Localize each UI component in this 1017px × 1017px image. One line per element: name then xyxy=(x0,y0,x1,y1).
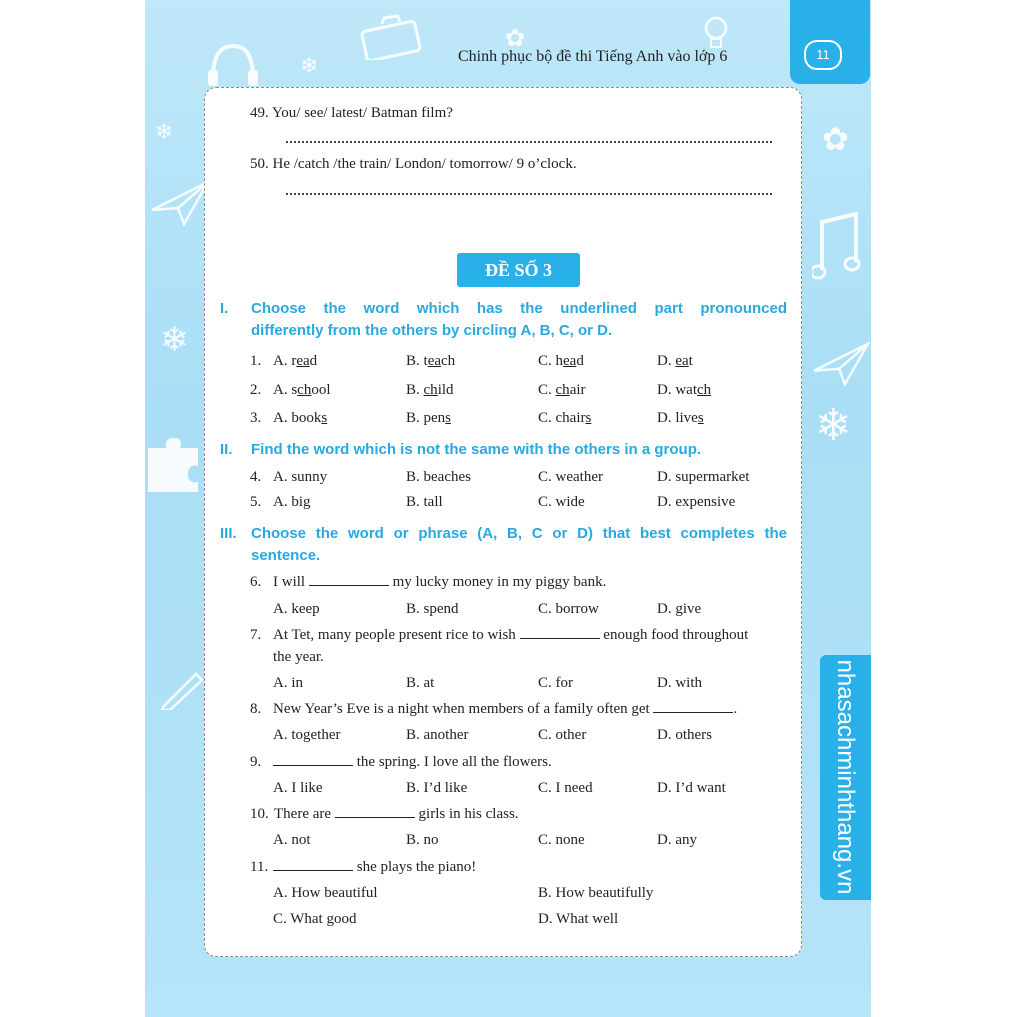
option-c: C. for xyxy=(538,675,573,691)
option-b: B. beaches xyxy=(406,469,471,485)
section-heading: Choose the word or phrase (A, B, C or D) that best completes the xyxy=(251,525,787,542)
option-c: C. What good xyxy=(273,911,357,927)
section-heading: Find the word which is not the same with the others in a group. xyxy=(251,441,702,458)
section-heading: Choose the word which has the underlined part pronounced xyxy=(251,300,787,317)
section-heading-cont: differently from the others by circling A, B, C, or D. xyxy=(251,322,613,339)
option-a: A. big xyxy=(273,494,311,510)
question-number: 6. xyxy=(250,574,262,590)
option-b: B. How beautifully xyxy=(538,885,654,901)
answer-dotted-line xyxy=(286,192,772,195)
option-d: D. with xyxy=(657,675,702,691)
option-c: C. chairs xyxy=(538,410,592,426)
option-c: C. weather xyxy=(538,469,603,485)
option-d: D. What well xyxy=(538,911,619,927)
pencil-icon xyxy=(160,670,204,710)
question-number: 8. xyxy=(250,701,262,717)
option-a: A. sunny xyxy=(273,469,328,485)
option-d: D. supermarket xyxy=(657,469,750,485)
answer-dotted-line xyxy=(286,140,772,143)
option-c: C. other xyxy=(538,727,587,743)
option-c: C. chair xyxy=(538,382,586,398)
question-number: 10. xyxy=(250,806,269,822)
option-a: A. in xyxy=(273,675,303,691)
option-d: D. eat xyxy=(657,353,693,369)
question-number: 3. xyxy=(250,410,262,426)
question-number: 4. xyxy=(250,469,262,485)
page-number: 11 xyxy=(804,40,842,70)
leaf-icon: ✿ xyxy=(822,120,849,158)
item-number: 49. xyxy=(250,105,269,121)
option-d: D. give xyxy=(657,601,702,617)
option-b: B. I’d like xyxy=(406,780,468,796)
option-b: B. no xyxy=(406,832,439,848)
option-d: D. lives xyxy=(657,410,704,426)
option-a: A. together xyxy=(273,727,341,743)
option-c: C. head xyxy=(538,353,584,369)
section-heading-cont: sentence. xyxy=(251,547,321,564)
item-49 xyxy=(250,104,453,122)
item-text: He /catch /the train/ London/ tomorrow/ 9 o’clock. xyxy=(272,156,577,172)
question-stem: she plays the piano! xyxy=(273,858,476,876)
option-b: B. teach xyxy=(406,353,456,369)
briefcase-icon xyxy=(360,14,422,60)
item-number: 50. xyxy=(250,156,269,172)
option-b: B. tall xyxy=(406,494,443,510)
option-d: D. others xyxy=(657,727,712,743)
lightbulb-icon xyxy=(700,12,732,52)
headphones-icon xyxy=(205,38,261,88)
option-d: D. I’d want xyxy=(657,780,726,796)
option-c: C. I need xyxy=(538,780,593,796)
leaf-icon: ✿ xyxy=(505,24,526,52)
content-card xyxy=(204,87,802,957)
question-stem: There are girls in his class. xyxy=(274,806,519,822)
option-d: D. any xyxy=(657,832,697,848)
publisher-label: nhasachminhthang.vn xyxy=(832,659,859,895)
option-b: B. another xyxy=(406,727,469,743)
question-number: 7. xyxy=(250,627,262,643)
section-roman: III. xyxy=(220,525,237,542)
question-stem-cont: the year. xyxy=(273,649,324,665)
option-b: B. pens xyxy=(406,410,452,426)
option-c: C. borrow xyxy=(538,601,599,617)
section-roman: I. xyxy=(220,300,229,317)
snowflake-icon: ❄ xyxy=(160,320,189,360)
question-stem: I will my lucky money in my piggy bank. xyxy=(273,574,607,590)
option-d: D. watch xyxy=(657,382,712,398)
snowflake-icon: ❄ xyxy=(155,120,174,145)
running-header-title: Chinh phục bộ đề thi Tiếng Anh vào lớp 6 xyxy=(458,48,728,65)
option-a: A. I like xyxy=(273,780,323,796)
option-b: B. spend xyxy=(406,601,459,617)
question-number: 11. xyxy=(250,859,269,875)
option-c: C. none xyxy=(538,832,585,848)
option-a: A. school xyxy=(273,382,331,398)
snowflake-icon: ❄ xyxy=(300,54,319,79)
question-stem: New Year’s Eve is a night when members of a family often get . xyxy=(273,701,738,717)
paper-plane-icon xyxy=(812,340,870,388)
item-50 xyxy=(250,155,577,173)
option-d: D. expensive xyxy=(657,494,736,510)
question-number: 1. xyxy=(250,353,262,369)
music-note-icon xyxy=(812,210,862,285)
option-b: B. child xyxy=(406,382,454,398)
test-title-badge: ĐỀ SỐ 3 xyxy=(457,253,580,287)
puzzle-icon xyxy=(146,438,200,494)
snowflake-icon: ❄ xyxy=(815,400,852,451)
paper-plane-icon xyxy=(150,180,210,226)
option-a: A. not xyxy=(273,832,311,848)
question-number: 2. xyxy=(250,382,262,398)
question-number: 5. xyxy=(250,494,262,510)
question-stem: At Tet, many people present rice to wish enough food throughout xyxy=(273,627,749,643)
option-b: B. at xyxy=(406,675,435,691)
option-a: A. How beautiful xyxy=(273,885,378,901)
option-a: A. keep xyxy=(273,601,320,617)
question-number: 9. xyxy=(250,754,262,770)
question-stem: the spring. I love all the flowers. xyxy=(273,753,552,771)
section-roman: II. xyxy=(220,441,233,458)
option-c: C. wide xyxy=(538,494,585,510)
option-a: A. read xyxy=(273,353,318,369)
item-text: You/ see/ latest/ Batman film? xyxy=(271,105,453,121)
option-a: A. books xyxy=(273,410,328,426)
